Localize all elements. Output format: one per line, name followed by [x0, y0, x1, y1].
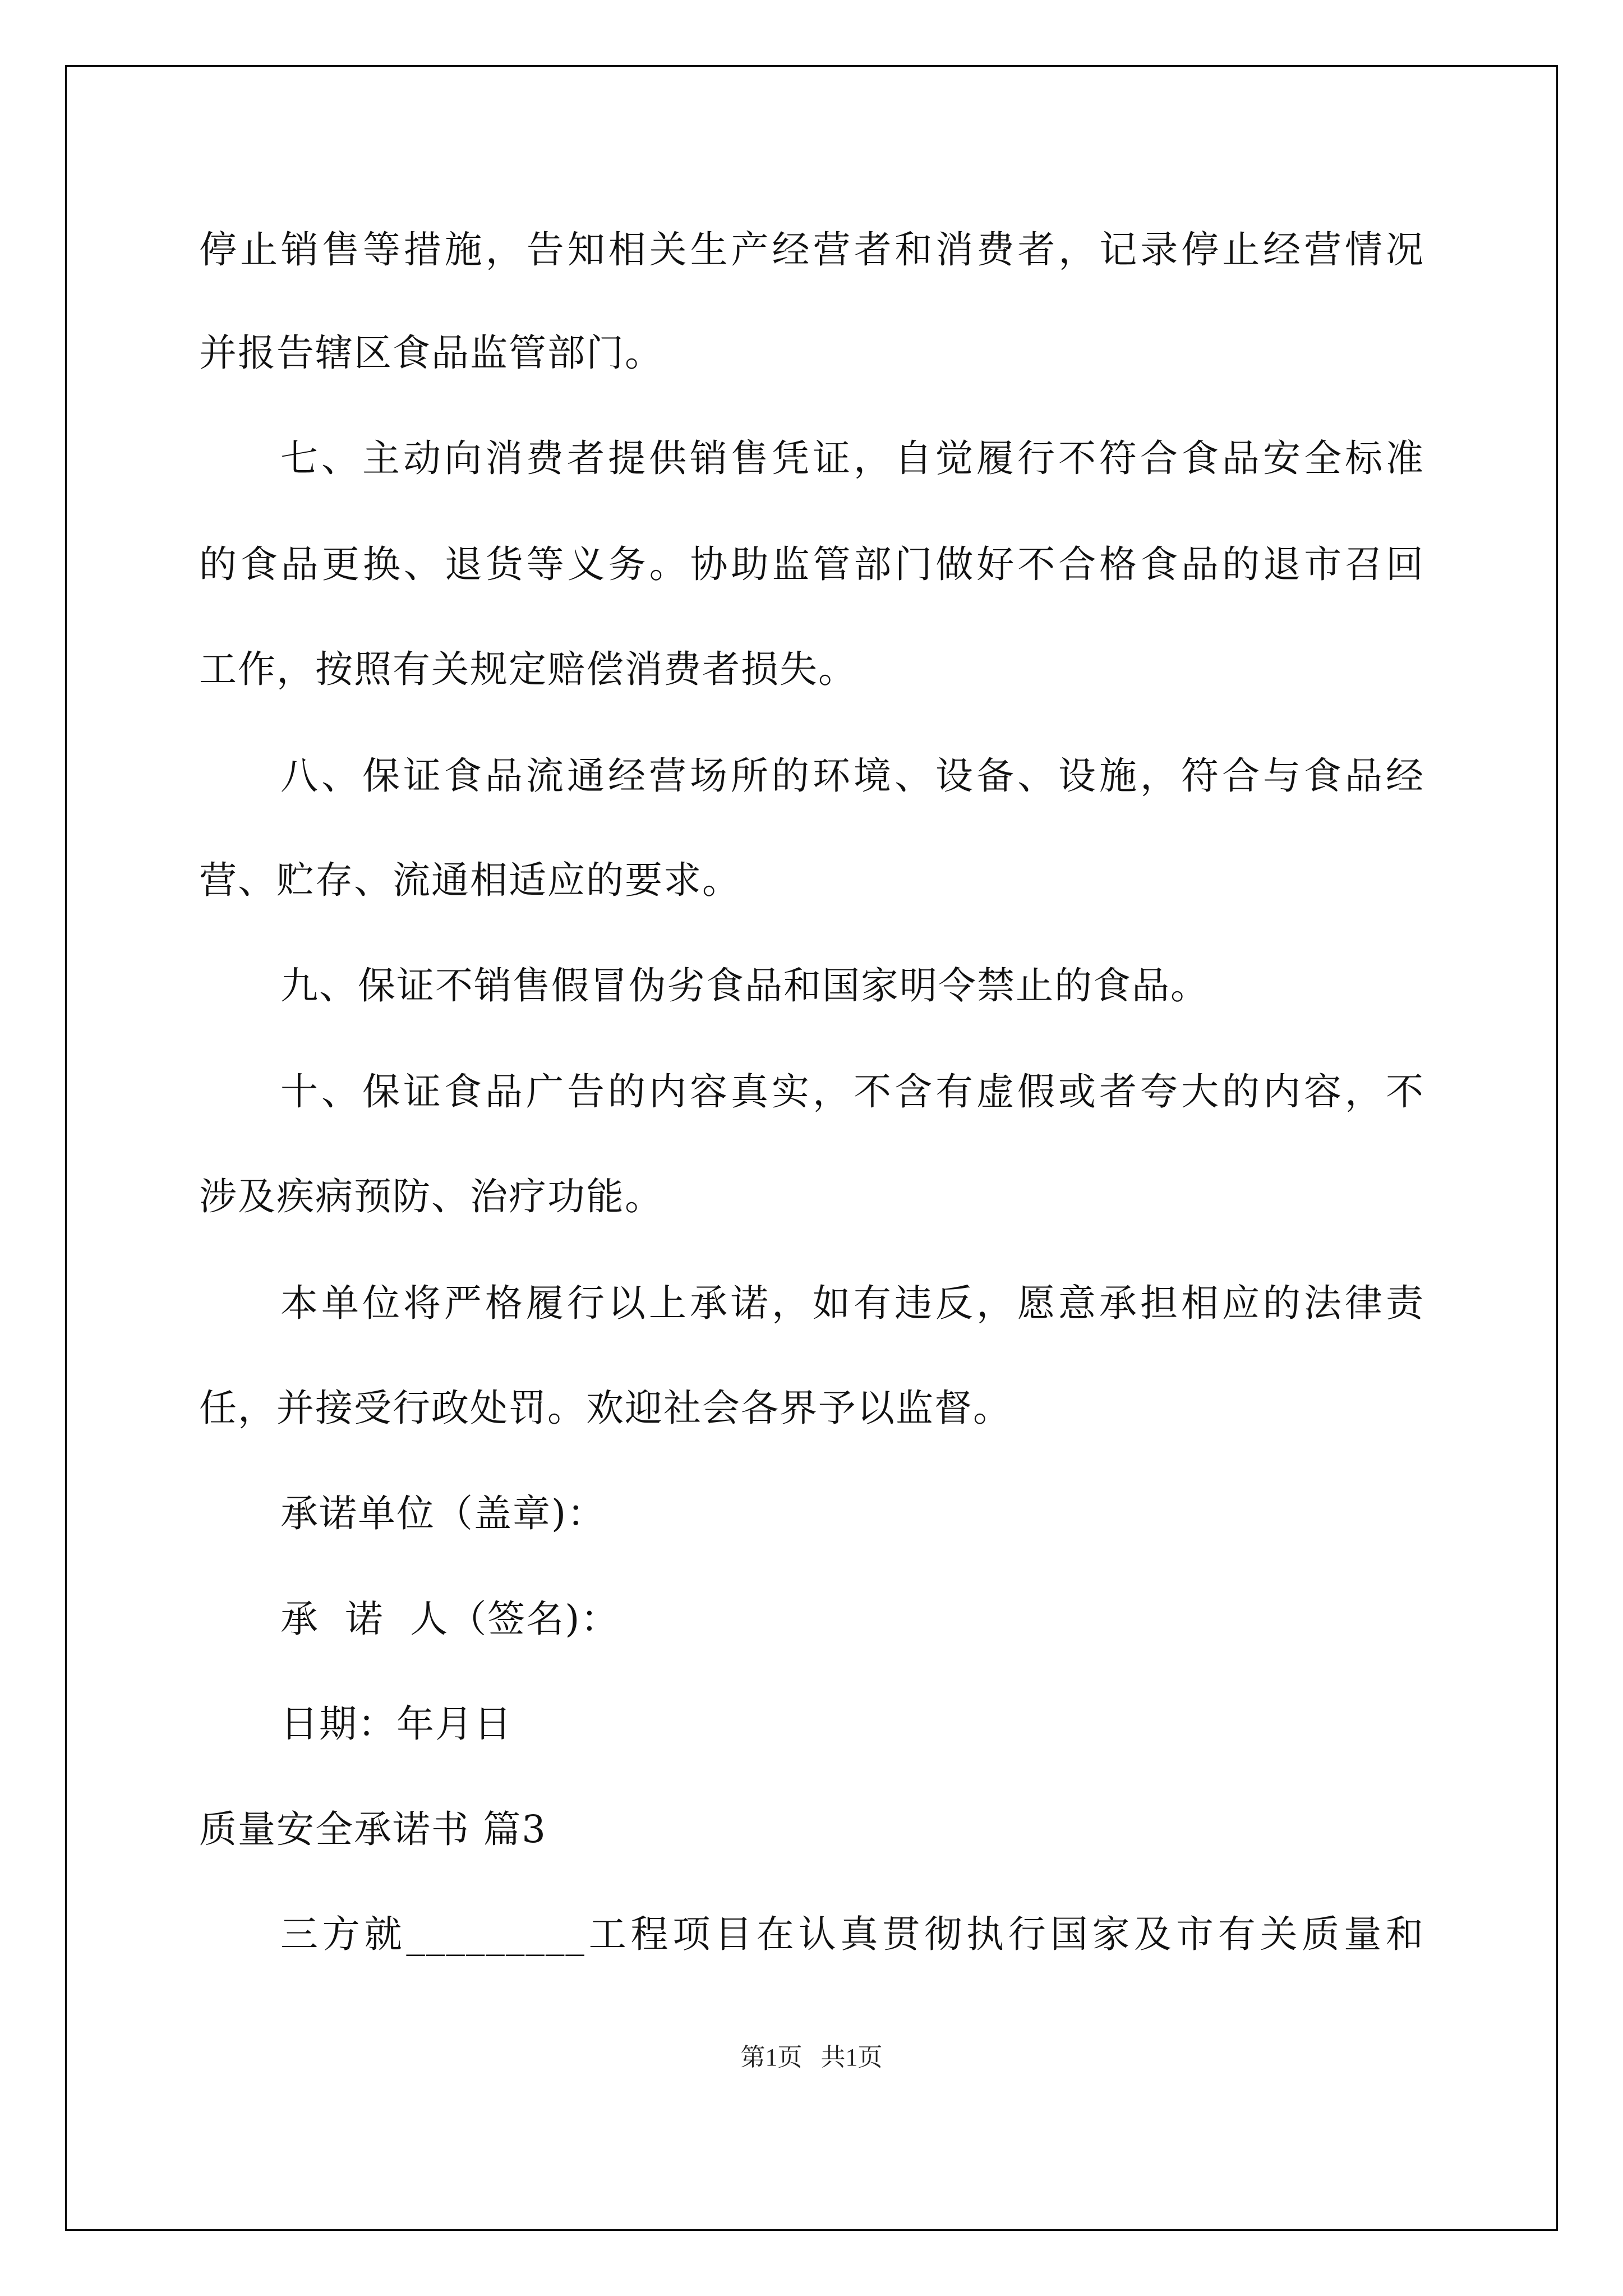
item-10-line-1: 十、保证食品广告的内容真实，不含有虚假或者夸大的内容，不 [280, 1070, 1424, 1114]
pledging-unit-seal: 承诺单位（盖章)： [280, 1492, 606, 1535]
body-line-1: 停止销售等措施，告知相关生产经营者和消费者，记录停止经营情况 [199, 228, 1424, 272]
pledger-signature: 承 诺 人（签名)： [280, 1597, 620, 1641]
item-8-line-1: 八、保证食品流通经营场所的环境、设备、设施，符合与食品经 [280, 754, 1424, 798]
page-border [65, 65, 1558, 2231]
item-7-line-1: 七、主动向消费者提供销售凭证，自觉履行不符合食品安全标准 [280, 436, 1424, 480]
pledge-line-1: 本单位将严格履行以上承诺，如有违反，愿意承担相应的法律责 [280, 1281, 1424, 1325]
section-3-line-1: 三方就_________工程项目在认真贯彻执行国家及市有关质量和 [280, 1912, 1424, 1956]
section-heading: 质量安全承诺书 篇3 [199, 1807, 547, 1851]
page-number: 第1页 共1页 [740, 2044, 883, 2071]
item-7-line-3: 工作，按照有关规定赔偿消费者损失。 [199, 647, 857, 691]
item-9-line-1: 九、保证不销售假冒伪劣食品和国家明令禁止的食品。 [280, 964, 1209, 1007]
body-line-2: 并报告辖区食品监管部门。 [199, 331, 663, 375]
item-7-line-2: 的食品更换、退货等义务。协助监管部门做好不合格食品的退市召回 [199, 542, 1424, 586]
item-8-line-2: 营、贮存、流通相适应的要求。 [199, 858, 741, 902]
pledge-line-2: 任，并接受行政处罚。欢迎社会各界予以监督。 [199, 1386, 1012, 1430]
item-10-line-2: 涉及疾病预防、治疗功能。 [199, 1175, 663, 1218]
date-line: 日期：年月日 [280, 1702, 513, 1746]
